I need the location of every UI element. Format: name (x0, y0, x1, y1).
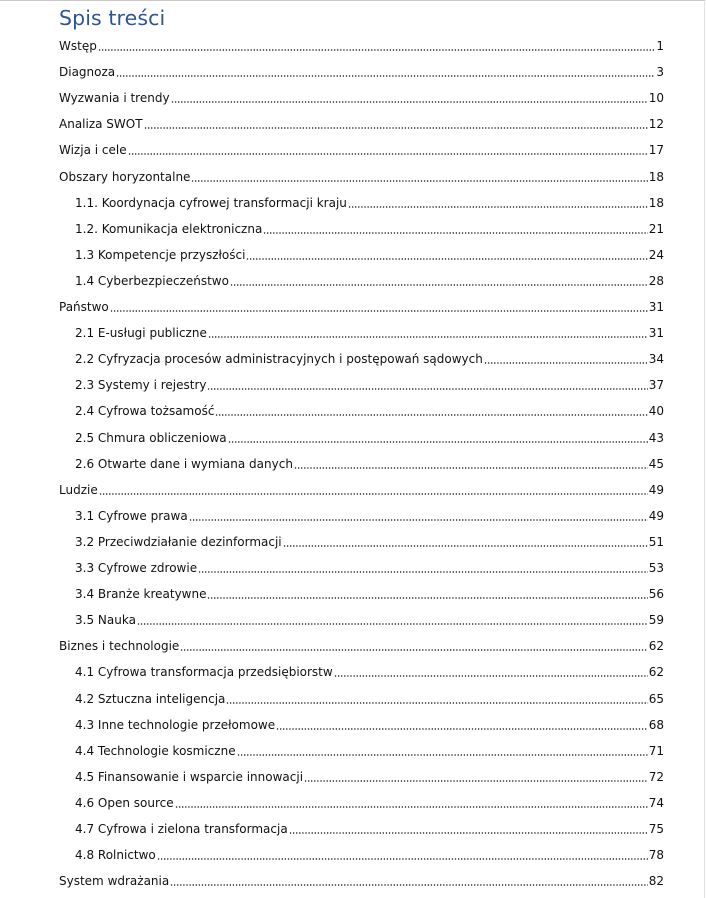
toc-entry[interactable] (75, 245, 664, 263)
toc-entry[interactable] (59, 480, 664, 498)
toc-entry[interactable] (59, 36, 664, 54)
toc-dot-leader (171, 101, 648, 103)
toc-dot-leader (230, 284, 648, 286)
toc-entry[interactable] (75, 584, 664, 602)
toc-entry-page-number: 1 (656, 39, 664, 53)
toc-entry-page-number: 53 (648, 561, 664, 575)
toc-entry-label: Wyzwania i trendy (59, 91, 170, 106)
toc-entry-label: 2.5 Chmura obliczeniowa (75, 430, 227, 445)
toc-entry[interactable] (59, 167, 664, 185)
toc-dot-leader (180, 649, 647, 651)
toc-entry-page-number: 49 (648, 508, 664, 523)
toc-entry[interactable] (75, 715, 664, 733)
toc-entry-page-number: 45 (648, 456, 664, 471)
toc-entry-page-number: 3 (656, 65, 664, 80)
toc-dot-leader (334, 675, 648, 677)
toc-dot-leader (237, 754, 648, 756)
toc-entry[interactable] (75, 689, 664, 707)
toc-entry[interactable] (75, 271, 664, 289)
toc-entry-page-number: 18 (648, 195, 664, 210)
toc-entry-page-number: 28 (648, 273, 664, 288)
toc-entry-page-number: 68 (648, 717, 664, 732)
toc-entry-label: Wstęp (59, 39, 97, 53)
toc-entry-page-number: 24 (648, 247, 664, 262)
toc-entry[interactable] (75, 532, 664, 550)
toc-entry-label: Wizja i cele (59, 143, 127, 158)
toc-entry-label: 4.6 Open source (75, 795, 174, 810)
toc-entry[interactable] (75, 349, 664, 367)
toc-entry-page-number: 82 (648, 874, 664, 889)
toc-entry-label: Obszary horyzontalne (59, 169, 191, 184)
toc-entry-label: 4.5 Finansowanie i wsparcie innowacji (75, 769, 304, 784)
toc-entry-label: Biznes i technologie (59, 639, 180, 654)
toc-dot-leader (215, 414, 647, 416)
toc-entry-page-number: 34 (648, 352, 664, 367)
toc-entry[interactable] (75, 506, 664, 524)
toc-dot-leader (189, 519, 648, 521)
toc-entry-page-number: 37 (648, 378, 664, 393)
toc-entry[interactable] (75, 793, 664, 811)
toc-entry-page-number: 62 (648, 639, 664, 654)
toc-entry[interactable] (75, 662, 664, 680)
toc-entry-page-number: 62 (648, 665, 664, 680)
toc-entry-label: 3.2 Przeciwdziałanie dezinformacji (75, 534, 282, 549)
toc-entry[interactable] (59, 140, 664, 158)
toc-title: Spis treści (59, 6, 166, 30)
toc-entry-page-number: 49 (648, 482, 664, 497)
toc-entry-label: 3.1 Cyfrowe prawa (75, 508, 188, 523)
toc-dot-leader (294, 467, 648, 469)
toc-entry[interactable] (75, 375, 664, 393)
toc-entry-page-number: 17 (648, 143, 664, 158)
toc-entry-page-number: 43 (648, 430, 664, 445)
toc-entry-label: 4.4 Technologie kosmiczne (75, 743, 236, 758)
toc-entry[interactable] (75, 558, 664, 576)
toc-dot-leader (98, 49, 656, 51)
toc-entry-label: 1.2. Komunikacja elektroniczna (75, 221, 263, 236)
toc-entry-page-number: 18 (648, 169, 664, 184)
toc-entry-label: 3.5 Nauka (75, 613, 136, 628)
toc-entry-label: 2.6 Otwarte dane i wymiana danych (75, 456, 293, 471)
toc-entry-page-number: 31 (648, 300, 664, 314)
toc-dot-leader (304, 780, 648, 782)
toc-entry[interactable] (59, 871, 664, 889)
toc-entry-label: 2.4 Cyfrowa tożsamość (75, 404, 215, 419)
toc-entry-page-number: 78 (648, 848, 664, 863)
toc-entry[interactable] (75, 819, 664, 837)
toc-dot-leader (191, 180, 647, 182)
toc-entry-label: System wdrażania (59, 874, 170, 889)
toc-entry-page-number: 12 (648, 117, 664, 132)
toc-dot-leader (116, 75, 655, 77)
toc-entry-label: 3.3 Cyfrowe zdrowie (75, 561, 198, 575)
toc-entry-page-number: 59 (648, 613, 664, 628)
toc-entry-label: Państwo (59, 300, 109, 314)
toc-entry-label: 2.1 E-usługi publiczne (75, 326, 207, 341)
toc-dot-leader (246, 258, 647, 260)
toc-entry-label: 2.2 Cyfryzacja procesów administracyjnych i postępowań sądowych (75, 352, 483, 367)
toc-dot-leader (484, 362, 648, 364)
toc-entry[interactable] (75, 767, 664, 785)
toc-dot-leader (276, 728, 648, 730)
toc-dot-leader (207, 597, 647, 599)
toc-entry-page-number: 56 (648, 587, 664, 602)
toc-entry-label: 4.2 Sztuczna inteligencja (75, 691, 226, 706)
toc-entry-page-number: 31 (648, 326, 664, 341)
toc-dot-leader (170, 884, 647, 886)
toc-entry-label: 4.1 Cyfrowa transformacja przedsiębiorstw (75, 665, 333, 680)
toc-entry-label: 1.1. Koordynacja cyfrowej transformacji kraju (75, 195, 347, 210)
toc-entry-label: Analiza SWOT (59, 117, 143, 132)
toc-entry-label: 1.3 Kompetencje przyszłości (75, 247, 246, 262)
toc-entry[interactable] (75, 193, 664, 211)
toc-dot-leader (110, 310, 648, 312)
toc-entry[interactable] (75, 845, 664, 863)
toc-dot-leader (208, 336, 648, 338)
toc-dot-leader (263, 232, 647, 234)
toc-entry-label: Diagnoza (59, 65, 116, 80)
toc-dot-leader (144, 127, 648, 129)
toc-entry[interactable] (75, 323, 664, 341)
toc-entry-page-number: 40 (648, 404, 664, 419)
toc-entry-label: Ludzie (59, 482, 98, 497)
toc-entry[interactable] (75, 428, 664, 446)
toc-dot-leader (175, 806, 648, 808)
toc-entry-page-number: 75 (648, 822, 664, 836)
toc-entry-page-number: 65 (648, 691, 664, 706)
toc-entry-page-number: 10 (648, 91, 664, 106)
toc-entry[interactable] (59, 636, 664, 654)
toc-entry-page-number: 72 (648, 769, 664, 784)
toc-dot-leader (128, 153, 648, 155)
toc-dot-leader (348, 206, 648, 208)
toc-dot-leader (137, 623, 648, 625)
toc-dot-leader (157, 858, 648, 860)
toc-entry-label: 3.4 Branże kreatywne (75, 587, 207, 602)
toc-dot-leader (289, 832, 648, 834)
toc-dot-leader (283, 545, 648, 547)
toc-entry[interactable] (59, 88, 664, 106)
toc-entry-label: 4.7 Cyfrowa i zielona transformacja (75, 822, 288, 836)
toc-entry[interactable] (75, 610, 664, 628)
toc-entry[interactable] (75, 401, 664, 419)
toc-entry-page-number: 71 (648, 743, 664, 758)
toc-dot-leader (226, 702, 647, 704)
toc-dot-leader (207, 388, 647, 390)
toc-dot-leader (198, 571, 648, 573)
toc-entry-label: 4.8 Rolnictwo (75, 848, 156, 863)
toc-entry[interactable] (59, 62, 664, 80)
toc-entry[interactable] (59, 114, 664, 132)
toc-entry-label: 1.4 Cyberbezpieczeństwo (75, 273, 229, 288)
toc-entry-label: 2.3 Systemy i rejestry (75, 378, 207, 393)
toc-entry[interactable] (59, 297, 664, 315)
toc-entry-label: 4.3 Inne technologie przełomowe (75, 717, 276, 732)
toc-entry[interactable] (75, 219, 664, 237)
toc-entry-page-number: 74 (648, 795, 664, 810)
toc-dot-leader (228, 441, 648, 443)
toc-entry[interactable] (75, 741, 664, 759)
toc-entry-page-number: 51 (648, 534, 664, 549)
toc-entry-page-number: 21 (648, 221, 664, 236)
toc-dot-leader (99, 493, 648, 495)
toc-entry[interactable] (75, 454, 664, 472)
